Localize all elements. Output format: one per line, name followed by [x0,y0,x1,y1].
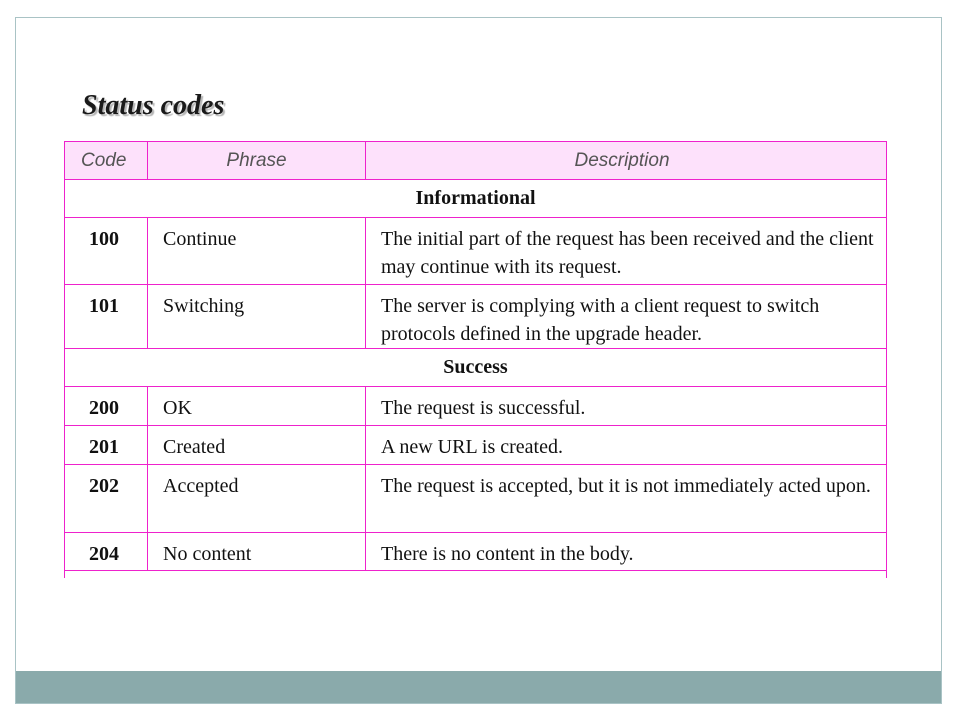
row-description: The server is complying with a client request to switch protocols defined in the upgrade header. [365,285,886,348]
row-description: A new URL is created. [365,426,886,464]
header-description: Description [365,142,886,179]
row-phrase: Continue [147,218,365,284]
header-phrase: Phrase [147,142,365,179]
table-row [64,386,887,425]
row-phrase: Switching [147,285,365,348]
row-code: 100 [89,228,119,250]
row-description: There is no content in the body. [365,533,886,570]
footer-bar [16,671,941,703]
table-header-row [64,141,887,179]
table-row [64,532,887,570]
slide-title: Status codes [82,90,225,121]
table-row [64,284,887,348]
row-description: The initial part of the request has been received and the client may continue with its request. [365,218,886,284]
row-code: 201 [89,436,119,458]
section-informational: Informational [64,179,887,217]
table-row [64,464,887,532]
row-code: 101 [89,295,119,317]
table-row [64,425,887,464]
row-phrase: OK [147,387,365,425]
header-code: Code [81,150,127,171]
row-description: The request is accepted, but it is not immediately acted upon. [365,465,886,532]
row-code: 200 [89,397,119,419]
section-success: Success [64,348,887,386]
row-phrase: No content [147,533,365,570]
row-code: 202 [89,475,119,497]
row-description: The request is successful. [365,387,886,425]
status-codes-table [64,141,887,578]
row-phrase: Accepted [147,465,365,532]
row-code: 204 [89,543,119,565]
table-row [64,217,887,284]
table-tail [64,570,887,578]
row-phrase: Created [147,426,365,464]
